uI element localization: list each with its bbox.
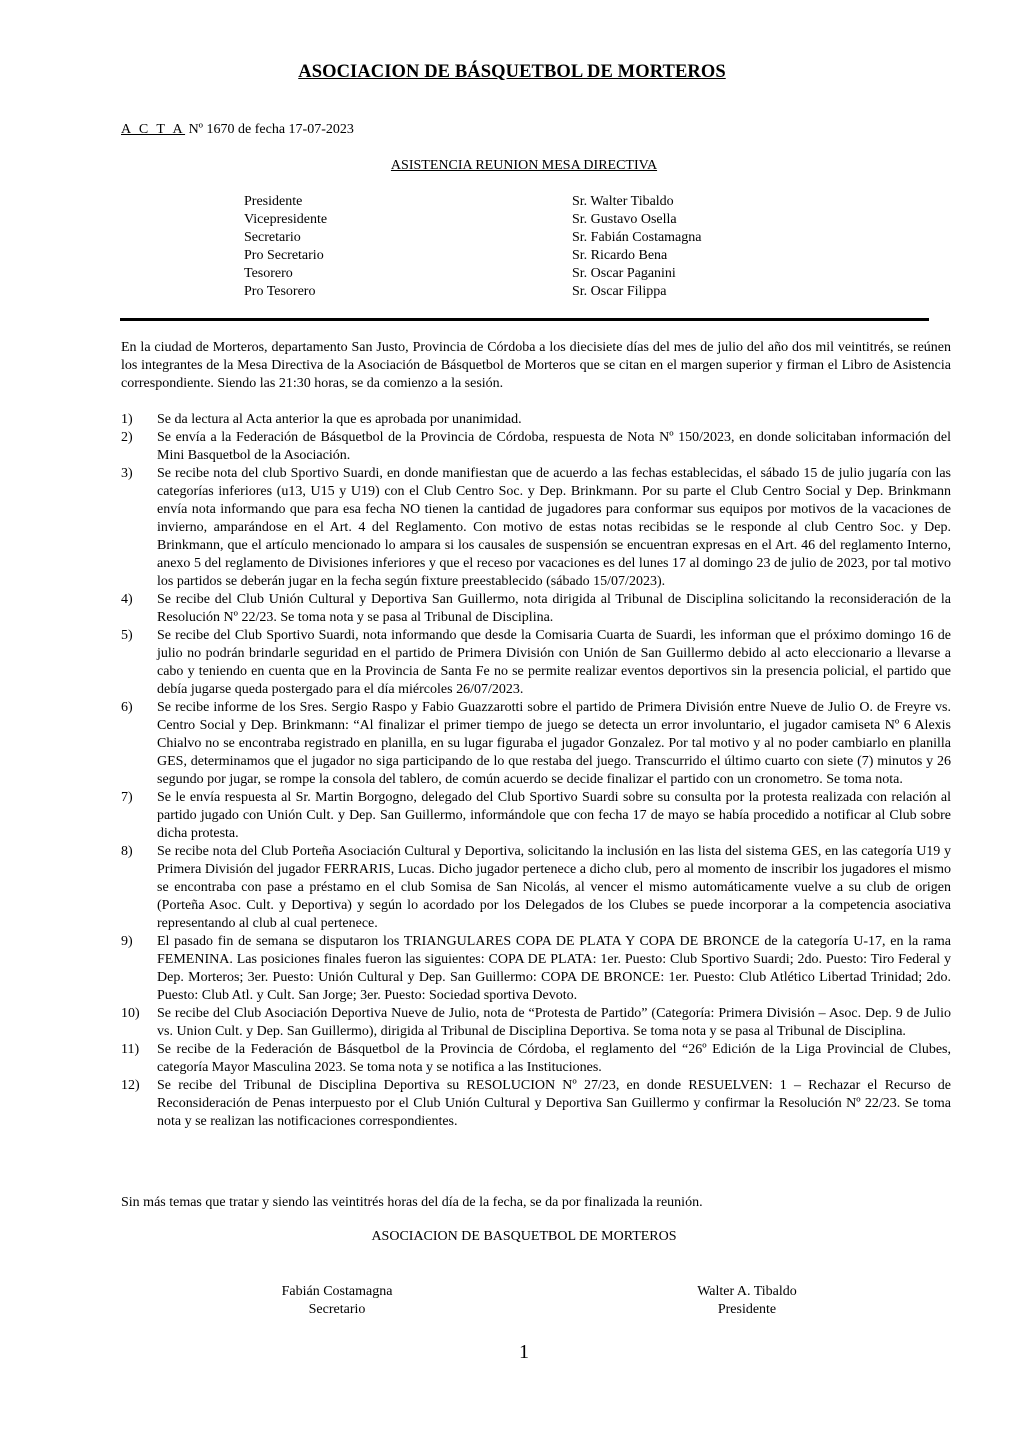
signature-role: Secretario [308,1302,366,1317]
list-item [121,789,951,843]
roster-role: Vicepresidente [244,212,328,227]
list-item [121,429,951,465]
roster-role: Secretario [244,230,301,245]
item-text: Se recibe nota del Club Porteña Asociación Cultural y Deportiva, solicitando la inclusión en las lista del sistema GES, en las categoría U19 y Primera División del jugador FERRARIS, Lucas. Dicho jugador pertenece a dicho club, pero al momento de inscribir los jugadores el mismo se encontraba con pase a préstamo en el club Somisa de San Nicolás, al vencer el mismo automáticamente vuelve a su club de origen (Porteña Asoc. Cult. y Deportiva) y según lo acordado por los Delegados de los Clubes se puede incorporar a la competencia asociativa representando al club al cual pertenece. [157,844,951,931]
agenda-list [121,411,951,1131]
roster-role: Pro Secretario [244,248,324,263]
acta-header [121,122,354,138]
roster-role: Presidente [244,194,303,209]
item-number: 5) [121,628,133,643]
item-text: Se recibe del Club Unión Cultural y Deportiva San Guillermo, nota dirigida al Tribunal de Disciplina solicitando la reconsideración de la Resolución Nº 22/23. Se toma nota y se pasa al Tribunal de Disciplina. [157,592,951,625]
item-number: 12) [121,1078,140,1093]
item-text: Se recibe del Tribunal de Disciplina Deportiva su RESOLUCION Nº 27/23, en donde RESUELVEN: 1 – Rechazar el Recurso de Reconsideración de Penas interpuesto por el Club Unión Cultural y Deportiva San Guillermo y confirmar la Resolución Nº 22/23. Se toma nota y se realizan las notificaciones correspondientes. [157,1078,951,1129]
document-title: ASOCIACION DE BÁSQUETBOL DE MORTEROS [298,62,726,82]
signature-president [672,1283,822,1319]
signature-secretary [262,1283,412,1319]
roster-name: Sr. Oscar Filippa [572,284,667,299]
list-item [121,465,951,591]
list-item [121,591,951,627]
association-footer: ASOCIACION DE BASQUETBOL DE MORTEROS [371,1229,677,1244]
item-text: Se recibe informe de los Sres. Sergio Raspo y Fabio Guazzarotti sobre el partido de Primera División entre Nueve de Julio O. de Freyre vs. Centro Social y Dep. Brinkmann: “Al finalizar el primer tiempo de juego se detecta un error involuntario, el jugador camiseta Nº 6 Alexis Chialvo no se encontraba registrado en planilla, en su lugar figuraba el jugador Gonzalez. Por tal motivo y al no poder cambiarlo en planilla GES, determinamos que el jugador no siga participando de lo que restaba del juego. Transcurrido el último cuarto con siete (7) minutos y 26 segundo por jugar, se rompe la consola del tablero, de común acuerdo se decide finalizar el partido con un cronometro. Se toma nota. [157,700,951,787]
roster-names [572,193,702,301]
item-number: 11) [121,1042,140,1057]
list-item [121,627,951,699]
item-number: 8) [121,844,133,859]
item-number: 9) [121,934,133,949]
roster-role: Pro Tesorero [244,284,316,299]
list-item [121,843,951,933]
list-item [121,1077,951,1131]
intro-paragraph: En la ciudad de Morteros, departamento San Justo, Provincia de Córdoba a los diecisiete días del mes de julio del año dos mil veintitrés, se reúnen los integrantes de la Mesa Directiva de la Asociación de Básquetbol de Morteros que se citan en el margen superior y firman el Libro de Asistencia correspondiente. Siendo las 21:30 horas, se da comienzo a la sesión. [121,340,951,391]
roster-name: Sr. Walter Tibaldo [572,194,674,209]
item-text: Se le envía respuesta al Sr. Martin Borgogno, delegado del Club Sportivo Suardi sobre su consulta por la protesta realizada con relación al partido jugado con Unión Cult. y Dep. San Guillermo, informándole que con fecha 17 de mayo se había procedido a notificar al Club sobre dicha protesta. [157,790,951,841]
acta-label: A C T A [121,122,186,137]
signature-role: Presidente [717,1302,777,1317]
roster-name: Sr. Oscar Paganini [572,266,676,281]
list-item [121,1005,951,1041]
horizontal-rule [120,318,929,321]
item-text: Se da lectura al Acta anterior la que es aprobada por unanimidad. [157,412,522,427]
signature-name: Walter A. Tibaldo [697,1284,797,1299]
item-text: Se recibe del Club Asociación Deportiva Nueve de Julio, nota de “Protesta de Partido” (Categoría: Primera División – Asoc. Dep. 9 de Julio vs. Union Cult. y Dep. San Guillermo), dirigida al Tribunal de Disciplina Deportiva. Se toma nota y se pasa al Tribunal de Disciplina. [157,1006,951,1039]
closing-paragraph: Sin más temas que tratar y siendo las veintitrés horas del día de la fecha, se da por finalizada la reunión. [121,1195,703,1210]
item-text: Se envía a la Federación de Básquetbol de la Provincia de Córdoba, respuesta de Nota Nº 150/2023, en donde solicitaban información del Mini Basquetbol de la Asociación. [157,430,951,463]
roster-roles [244,193,327,301]
item-text: El pasado fin de semana se disputaron los TRIANGULARES COPA DE PLATA Y COPA DE BRONCE de la categoría U-17, en la rama FEMENINA. Las posiciones finales fueron las siguientes: COPA DE PLATA: 1er. Puesto: Club Sportivo Suardi; 2do. Puesto: Tiro Federal y Dep. Morteros; 3er. Puesto: Unión Cultural y Dep. San Guillermo: COPA DE BRONCE: 1er. Puesto: Club Atlético Libertad Trinidad; 2do. Puesto: Club Atl. y Cult. San Jorge; 3er. Puesto: Sociedad sportiva Devoto. [157,934,951,1003]
item-text: Se recibe del Club Sportivo Suardi, nota informando que desde la Comisaria Cuarta de Suardi, les informan que el próximo domingo 16 de julio no podrán brindarle seguridad en el partido de Primera División con Unión de San Guillermo debido al acto eleccionario a llevarse a cabo y teniendo en cuenta que en la Provincia de Santa Fe no se permite realizar eventos deportivos sin la presencia policial, el partido que debía jugarse queda postergado para el día miércoles 26/07/2023. [157,628,951,697]
item-number: 7) [121,790,133,805]
list-item [121,699,951,789]
roster-name: Sr. Gustavo Osella [572,212,677,227]
roster-name: Sr. Ricardo Bena [572,248,668,263]
item-number: 3) [121,466,133,481]
attendance-heading: ASISTENCIA REUNION MESA DIRECTIVA [390,158,658,173]
list-item [121,411,951,429]
list-item [121,1041,951,1077]
item-number: 10) [121,1006,140,1021]
item-number: 4) [121,592,133,607]
item-number: 2) [121,430,133,445]
roster-name: Sr. Fabián Costamagna [572,230,702,245]
acta-number-date: Nº 1670 de fecha 17-07-2023 [185,122,354,137]
list-item [121,933,951,1005]
item-text: Se recibe nota del club Sportivo Suardi, en donde manifiestan que de acuerdo a las fechas establecidas, el sábado 15 de julio jugaría con las categorías inferiores (u13, U15 y U19) con el Club Centro Soc. y Dep. Brinkmann. Por su parte el Club Centro Social y Dep. Brinkmann envía nota informando que para esa fecha NO tienen la cantidad de jugadores para conformar sus equipos por motivos de la vacaciones de invierno, amparándose en el Art. 4 del Reglamento. Con motivo de estas notas recibidas se le responde al club Centro Soc. y Dep. Brinkmann, que el artículo mencionado lo ampara si los causales de suspensión se encuentran expresas en el Art. 46 del reglamento Interno, anexo 5 del reglamento de Divisiones inferiores y que el receso por vacaciones es del lunes 17 al domingo 23 de julio de 2023, por tal motivo los partidos se deberán jugar en la fecha según fixture preestablecido (sábado 15/07/2023). [157,466,951,589]
page-number: 1 [519,1341,529,1363]
signature-name: Fabián Costamagna [281,1284,393,1299]
roster-role: Tesorero [244,266,293,281]
item-number: 6) [121,700,133,715]
item-text: Se recibe de la Federación de Básquetbol de la Provincia de Córdoba, el reglamento del “26º Edición de la Liga Provincial de Clubes, categoría Mayor Masculina 2023. Se toma nota y se notifica a las Instituciones. [157,1042,951,1075]
item-number: 1) [121,412,133,427]
